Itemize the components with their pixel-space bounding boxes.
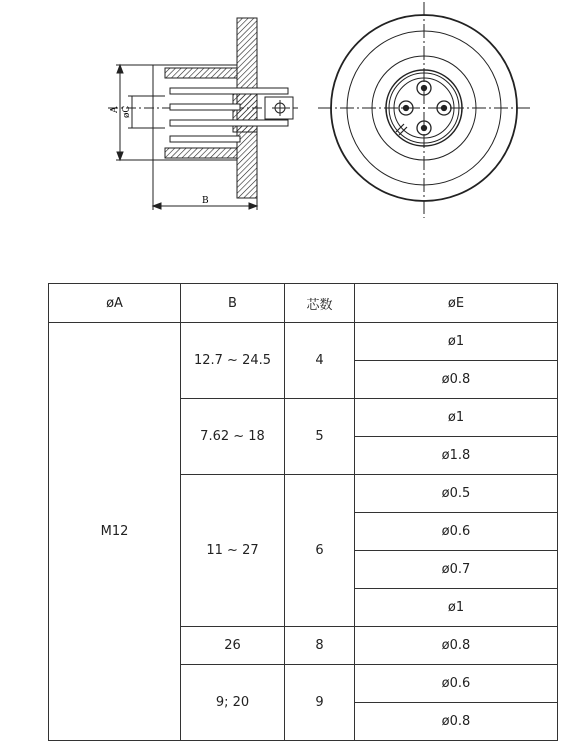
- cores-cell: 6: [285, 475, 355, 627]
- cores-cell: 9: [285, 665, 355, 741]
- cores-cell: 8: [285, 627, 355, 665]
- e-cell: ø1: [355, 323, 558, 361]
- header-row: [49, 284, 558, 323]
- size-cell: M12: [49, 323, 181, 741]
- spec-table: [48, 283, 558, 741]
- cores-cell: 4: [285, 323, 355, 399]
- e-cell: ø0.6: [355, 665, 558, 703]
- header-b: B: [181, 284, 285, 323]
- e-cell: ø0.8: [355, 627, 558, 665]
- front-view: [318, 2, 530, 218]
- header-cores: 芯数: [285, 284, 355, 323]
- e-cell: ø0.8: [355, 703, 558, 741]
- technical-drawing: [0, 0, 577, 240]
- header-e: øE: [355, 284, 558, 323]
- e-cell: ø1.8: [355, 437, 558, 475]
- dim-label-c: øC: [122, 105, 132, 118]
- e-cell: ø0.7: [355, 551, 558, 589]
- b-cell: 9; 20: [181, 665, 285, 741]
- dim-label-a: A: [110, 106, 120, 113]
- e-cell: ø0.6: [355, 513, 558, 551]
- b-cell: 11 ~ 27: [181, 475, 285, 627]
- e-cell: ø0.8: [355, 361, 558, 399]
- dim-label-b: B: [202, 196, 209, 206]
- table-row: [49, 323, 558, 361]
- header-a: øA: [49, 284, 181, 323]
- b-cell: 26: [181, 627, 285, 665]
- b-cell: 12.7 ~ 24.5: [181, 323, 285, 399]
- body: [153, 65, 237, 160]
- cores-cell: 5: [285, 399, 355, 475]
- e-cell: ø1: [355, 589, 558, 627]
- b-cell: 7.62 ~ 18: [181, 399, 285, 475]
- e-cell: ø0.5: [355, 475, 558, 513]
- e-cell: ø1: [355, 399, 558, 437]
- side-view: [108, 18, 300, 210]
